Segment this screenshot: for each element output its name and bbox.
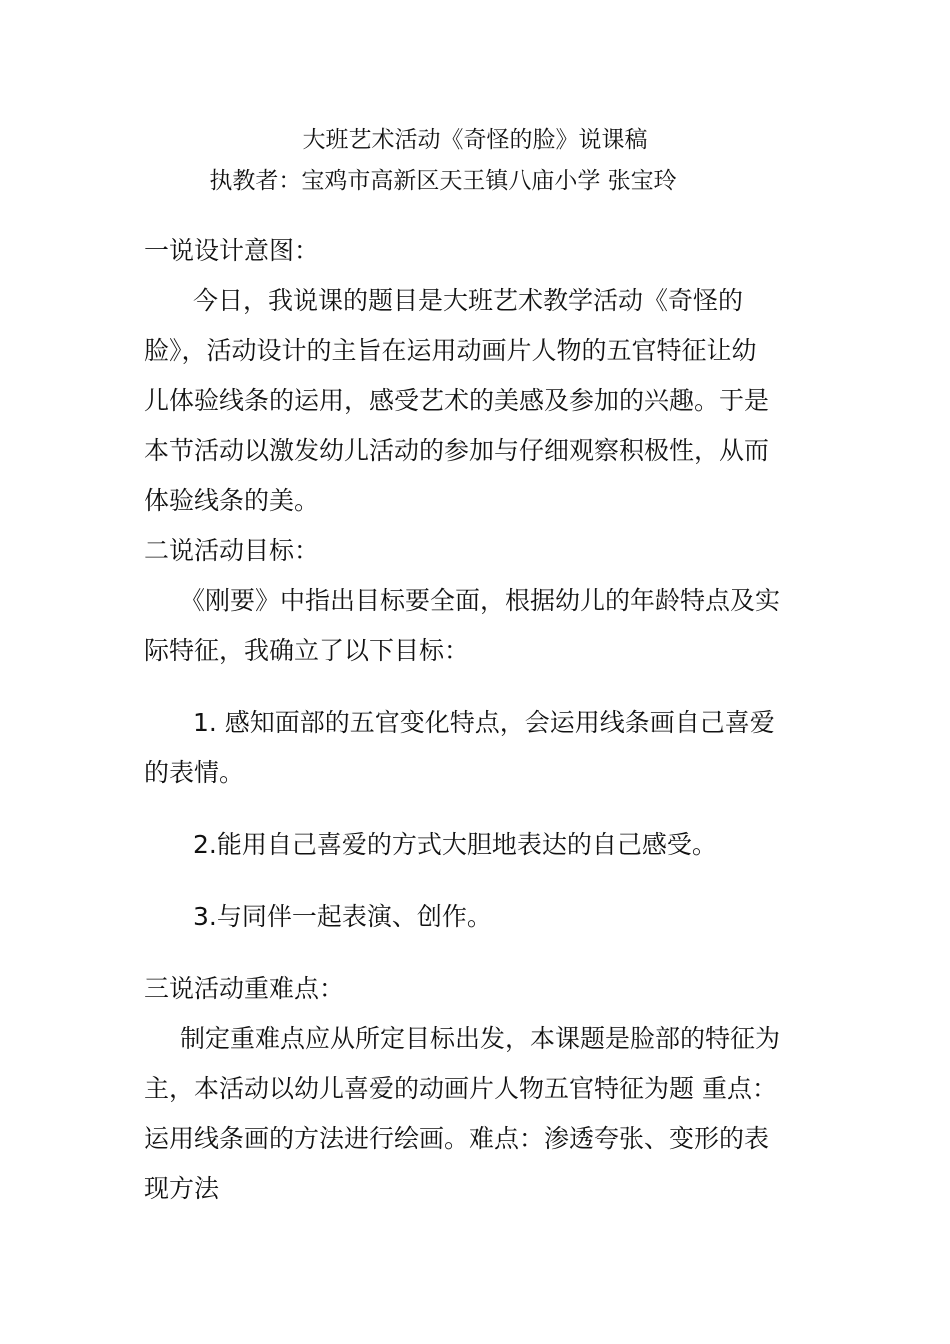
section1-line-3: 儿体验线条的运用，感受艺术的美感及参加的兴趣。于是: [144, 386, 770, 415]
author-line: 执教者：宝鸡市高新区天王镇八庙小学 张宝玲: [209, 168, 677, 194]
section2-heading: 二说活动目标：: [144, 536, 320, 565]
goal1-line-1: 1. 感知面部的五官变化特点，会运用线条画自己喜爱: [193, 708, 775, 737]
section3-line-1: 制定重难点应从所定目标出发，本课题是脸部的特征为: [180, 1024, 781, 1053]
document-title: 大班艺术活动《奇怪的脸》说课稿: [302, 127, 648, 153]
section2-intro-line-2: 际特征，我确立了以下目标：: [144, 636, 470, 665]
section1-line-2: 脸》，活动设计的主旨在运用动画片人物的五官特征让幼: [144, 336, 757, 365]
section3-line-2: 主，本活动以幼儿喜爱的动画片人物五官特征为题 重点：: [144, 1074, 777, 1103]
section1-line-4: 本节活动以激发幼儿活动的参加与仔细观察积极性，从而: [144, 436, 770, 465]
goal1-line-2: 的表情。: [144, 758, 245, 787]
section3-line-4: 现方法: [144, 1174, 220, 1203]
goal3-line: 3.与同伴一起表演、创作。: [193, 902, 492, 931]
section3-heading: 三说活动重难点：: [144, 974, 345, 1003]
section1-heading: 一说设计意图：: [144, 236, 320, 265]
section3-line-3: 运用线条画的方法进行绘画。难点：渗透夸张、变形的表: [144, 1124, 770, 1153]
section1-line-5: 体验线条的美。: [144, 486, 320, 515]
section2-intro-line-1: 《刚要》中指出目标要全面，根据幼儿的年龄特点及实: [180, 586, 781, 615]
section1-line-1: 今日，我说课的题目是大班艺术教学活动《奇怪的: [193, 286, 744, 315]
goal2-line: 2.能用自己喜爱的方式大胆地表达的自己感受。: [193, 830, 717, 859]
